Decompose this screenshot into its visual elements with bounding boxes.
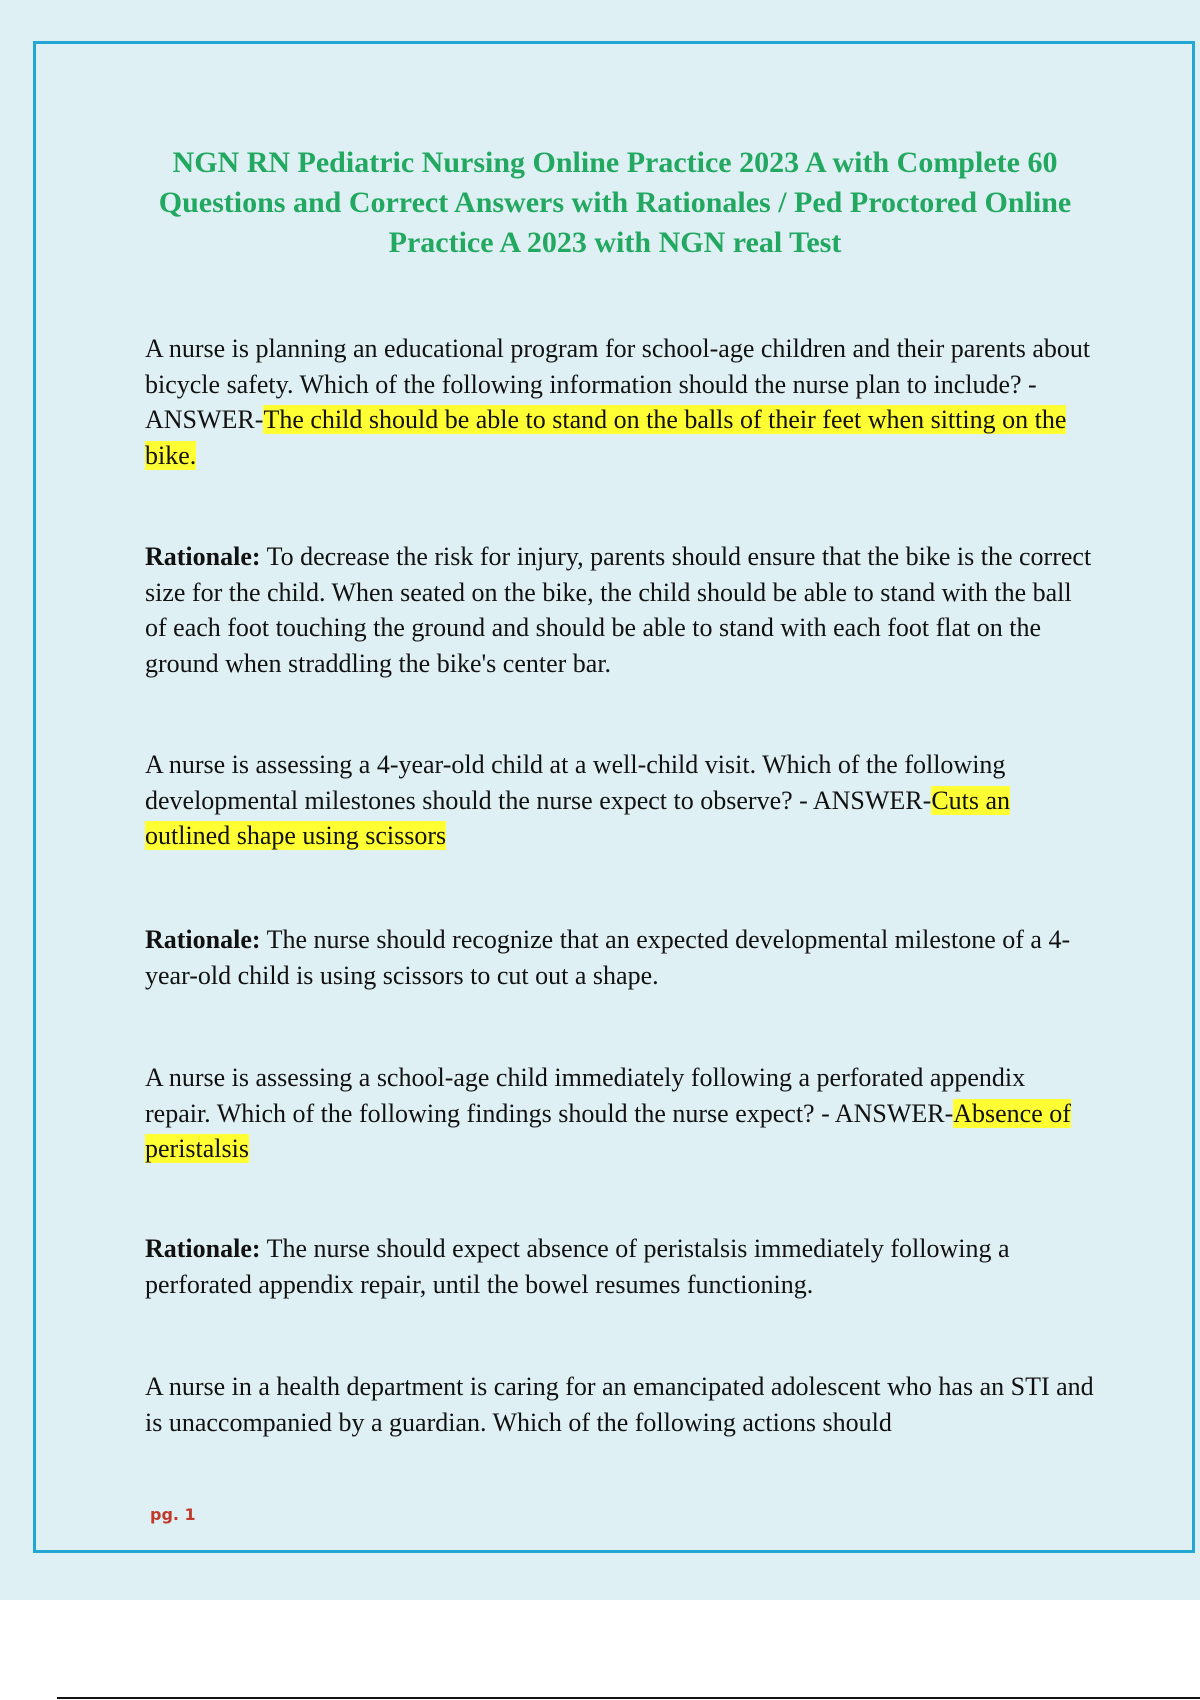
question-2 [145, 747, 1095, 854]
question-text: A nurse in a health department is caring for an emancipated adolescent who has an STI and is unaccompanied by a guardian. Which of the following actions should [145, 1372, 1094, 1437]
rationale-text: The nurse should expect absence of peristalsis immediately following a perforated appendix repair, until the bowel resumes functioning. [145, 1234, 1010, 1299]
rationale-text: To decrease the risk for injury, parents should ensure that the bike is the correct size for the child. When seated on the bike, the child should be able to stand with the ball of each foot touching the ground and should be able to stand with each foot flat on the ground when straddling the bike's center bar. [145, 542, 1092, 678]
highlighted-answer: Absence of peristalsis [145, 1098, 1071, 1163]
highlighted-answer: The child should be able to stand on the balls of their feet when sitting on the bike. [145, 405, 1067, 470]
question-4 [145, 1369, 1095, 1440]
rationale-1 [145, 539, 1095, 681]
question-text: A nurse is assessing a school-age child immediately following a perforated appendix repair. Which of the following findings should the nurse expect? - ANSWER- [145, 1063, 1026, 1128]
bottom-divider [57, 1697, 1200, 1699]
rationale-label: Rationale: [145, 1234, 261, 1263]
highlighted-answer: Cuts an outlined shape using scissors [145, 785, 1011, 850]
document-title: NGN RN Pediatric Nursing Online Practice 2023 A with Complete 60 Questions and Correct Answers with Rationales / Ped Proctored Online Practice A 2023 with NGN real Test [158, 146, 1072, 259]
question-3 [145, 1060, 1095, 1167]
rationale-label: Rationale: [145, 925, 261, 954]
question-text: A nurse is planning an educational program for school-age children and their parents about bicycle safety. Which of the following information should the nurse plan to include? - ANSWER- [145, 334, 1091, 434]
rationale-label: Rationale: [145, 542, 261, 571]
question-text: A nurse is assessing a 4-year-old child at a well-child visit. Which of the following developmental milestones should the nurse expect to observe? - ANSWER- [145, 750, 1006, 815]
rationale-2 [145, 922, 1095, 993]
rationale-text: The nurse should recognize that an expected developmental milestone of a 4-year-old child is using scissors to cut out a shape. [145, 925, 1071, 990]
rationale-3 [145, 1231, 1095, 1302]
question-1 [145, 331, 1095, 473]
page-number: pg. 1 [150, 1505, 196, 1524]
